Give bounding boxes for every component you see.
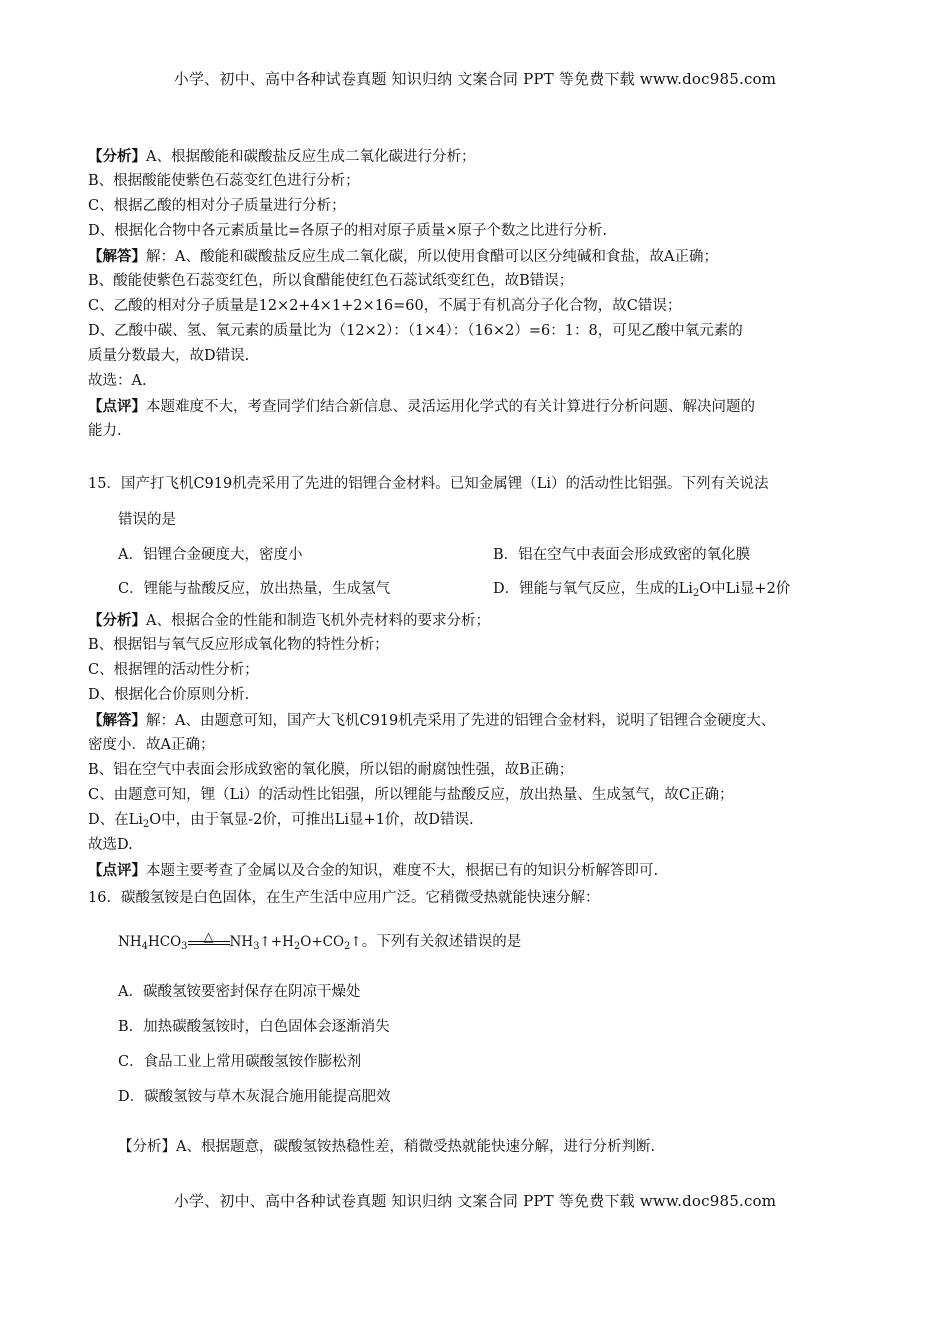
q15-analysis-line-4: D、根据化合价原则分析. — [88, 687, 250, 703]
q14-answer-line-3: C、乙酸的相对分子质量是12×2+4×1+2×16=60，不属于有机高分子化合物，故C错误； — [88, 298, 682, 314]
q14-answer-line-2: B、酸能使紫色石蕊变红色，所以食醋能使红色石蕊试纸变红色，故B错误； — [88, 273, 574, 289]
q16-option-d: D．碳酸氢铵与草木灰混合施用能提高肥效 — [118, 1089, 391, 1105]
q16-equation: $NH_4HCO_3$ △ $NH_3↑+H_2O+CO_2↑$。下列有关叙述错误的是 — [118, 930, 522, 952]
q14-analysis-line-3: C、根据乙酸的相对分子质量进行分析； — [88, 198, 346, 214]
q15-option-c: C．锂能与盐酸反应，放出热量，生成氢气 — [118, 581, 391, 597]
q15-comment: 【点评】本题主要考查了金属以及合金的知识，难度不大，根据已有的知识分析解答即可. — [88, 862, 659, 879]
page-header: 小学、初中、高中各种试卷真题 知识归纳 文案合同 PPT 等免费下载 www.doc985.com — [173, 70, 777, 88]
answer-tag: 【解答】 — [88, 248, 146, 265]
q14-analysis-line-1: 【分析】A、根据酸能和碳酸盐反应生成二氧化碳进行分析； — [88, 148, 476, 165]
document-body — [88, 144, 868, 1160]
q16-option-b: B．加热碳酸氢铵时，白色固体会逐渐消失 — [118, 1019, 390, 1035]
analysis-tag: 【分析】 — [88, 612, 146, 629]
q16-option-a: A．碳酸氢铵要密封保存在阴凉干燥处 — [118, 984, 361, 1000]
q14-analysis-line-2: B、根据酸能使紫色石蕊变红色进行分析； — [88, 173, 360, 189]
page-footer: 小学、初中、高中各种试卷真题 知识归纳 文案合同 PPT 等免费下载 www.doc985.com — [173, 1192, 777, 1210]
q15-option-b: B．铝在空气中表面会形成致密的氧化膜 — [493, 547, 751, 563]
q15-choice: 故选D. — [88, 837, 133, 853]
q14-comment-line-1: 【点评】本题难度不大，考查同学们结合新信息、灵活运用化学式的有关计算进行分析问题、解决问题的 — [88, 398, 755, 415]
q15-stem-line-2: 错误的是 — [118, 512, 176, 528]
q15-options-row-2 — [88, 572, 868, 606]
q14-analysis-line-4: D、根据化合物中各元素质量比=各原子的相对原子质量×原子个数之比进行分析. — [88, 223, 608, 239]
q14-answer-line-1: 【解答】解：A、酸能和碳酸盐反应生成二氧化碳，所以使用食醋可以区分纯碱和食盐，故A正确； — [88, 248, 718, 265]
q16-stem: 16．碳酸氢铵是白色固体，在生产生活中应用广泛。它稍微受热就能快速分解： — [88, 890, 600, 906]
q14-answer-line-4: D、乙酸中碳、氢、氧元素的质量比为（12×2）：（1×4）：（16×2）=6：1：8，可见乙酸中氧元素的 — [88, 323, 743, 339]
q15-answer-line-1: 【解答】解：A、由题意可知，国产大飞机C919机壳采用了先进的铝锂合金材料，说明了铝锂合金硬度大、 — [88, 712, 776, 729]
q15-analysis-line-2: B、根据铝与氧气反应形成氧化物的特性分析； — [88, 637, 389, 653]
comment-tag: 【点评】 — [88, 862, 146, 879]
q15-answer-line-5: D、在$Li_2O$中，由于氧显-2价，可推出Li显+1价，故D错误. — [88, 812, 474, 830]
answer-tag: 【解答】 — [88, 712, 146, 729]
q15-answer-line-2: 密度小．故A正确； — [88, 737, 215, 753]
heat-condition-sign: △ — [188, 932, 230, 950]
analysis-tag: 【分析】 — [118, 1139, 176, 1155]
q16-option-c: C．食品工业上常用碳酸氢铵作膨松剂 — [118, 1054, 362, 1070]
q14-comment-line-2: 能力. — [88, 423, 122, 439]
q16-analysis: 【分析】A、根据题意，碳酸氢铵热稳性差，稍微受热就能快速分解，进行分析判断. — [118, 1139, 656, 1155]
q15-answer-line-4: C、由题意可知，锂（Li）的活动性比铝强，所以锂能与盐酸反应，放出热量、生成氢气，故C正确； — [88, 787, 734, 803]
q15-stem-line-1: 15．国产打飞机C919机壳采用了先进的铝锂合金材料。已知金属锂（Li）的活动性比铝强。下列有关说法 — [88, 476, 769, 492]
q14-answer-line-5: 质量分数最大，故D错误. — [88, 348, 250, 364]
q15-analysis-line-3: C、根据锂的活动性分析； — [88, 662, 259, 678]
q15-option-d: D．锂能与氧气反应，生成的$Li_2O$中Li显+2价 — [493, 581, 791, 599]
q15-analysis-line-1: 【分析】A、根据合金的性能和制造飞机外壳材料的要求分析； — [88, 612, 490, 629]
q15-options-row-1 — [88, 538, 868, 572]
q15-option-a: A．铝锂合金硬度大，密度小 — [118, 547, 303, 563]
q15-answer-line-3: B、铝在空气中表面会形成致密的氧化膜，所以铝的耐腐蚀性强，故B正确； — [88, 762, 574, 778]
analysis-tag: 【分析】 — [88, 148, 146, 165]
q14-choice: 故选：A. — [88, 373, 147, 389]
comment-tag: 【点评】 — [88, 398, 146, 415]
